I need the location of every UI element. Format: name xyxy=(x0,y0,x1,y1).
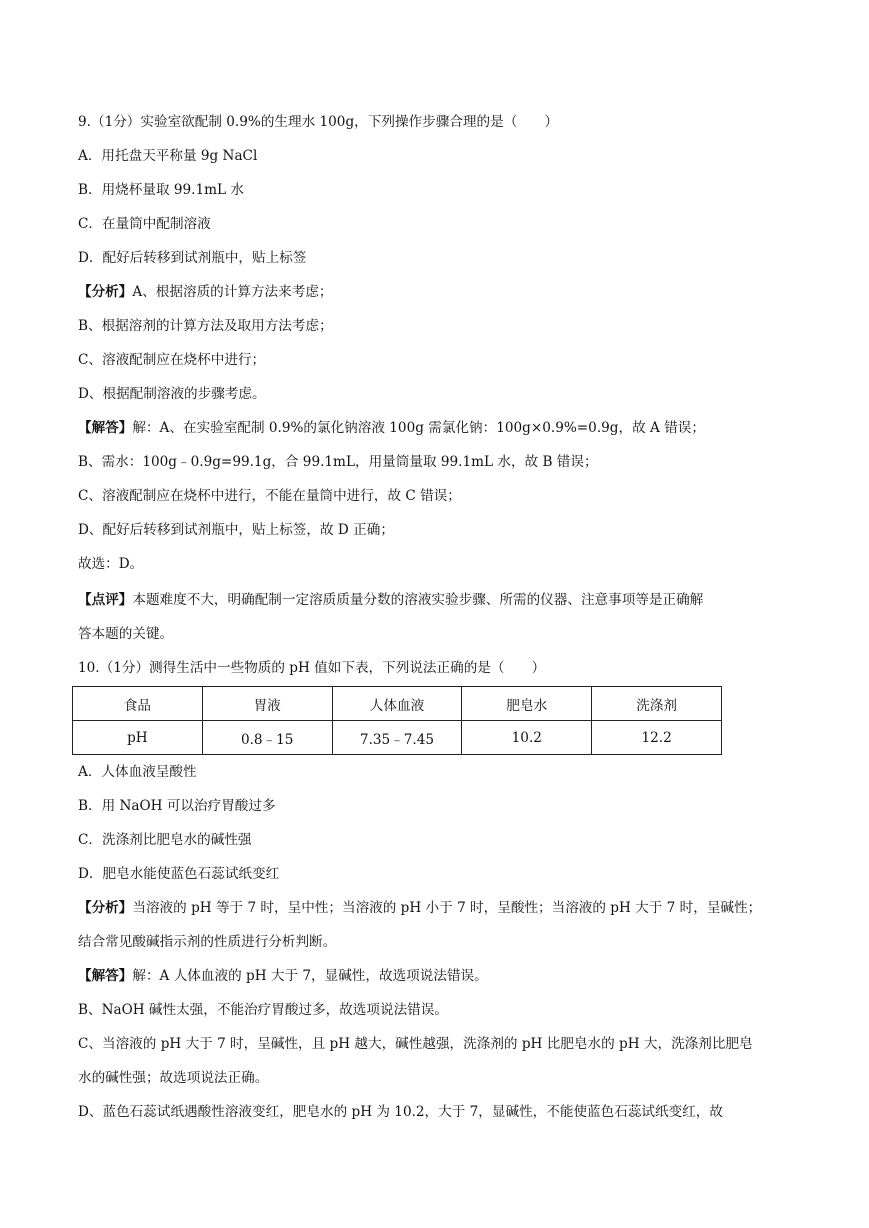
q9-answer-tag: 【解答】 xyxy=(78,420,133,436)
q9-stem: 9.（1分）实验室欲配制 0.9%的生理水 100g，下列操作步骤合理的是（ ） xyxy=(78,114,559,130)
q10-answer-line-1 xyxy=(78,966,799,986)
q9-analysis-text-1: A、根据溶质的计算方法来考虑； xyxy=(132,284,333,300)
q10-stem: 10.（1分）测得生活中一些物质的 pH 值如下表，下列说法正确的是（ ） xyxy=(78,660,546,676)
q10-analysis-line-1 xyxy=(78,898,799,918)
ph-table xyxy=(72,686,722,755)
q9-analysis-line-4: D、根据配制溶液的步骤考虑。 xyxy=(78,386,266,402)
ph-table-header-row xyxy=(73,687,722,721)
q10-option-a: A．人体血液呈酸性 xyxy=(78,764,197,780)
ph-table-header-cell: 洗涤剂 xyxy=(592,687,722,721)
q10-answer-line-5: D、蓝色石蕊试纸遇酸性溶液变红，肥皂水的 pH 为 10.2，大于 7，显碱性，不能使蓝色石蕊试纸变红，故 xyxy=(78,1104,723,1120)
q9-answer-text-1: 解：A、在实验室配制 0.9%的氯化钠溶液 100g 需氯化钠：100g×0.9%=0.9g，故 A 错误； xyxy=(132,420,705,436)
q9-option-c: C．在量筒中配制溶液 xyxy=(78,216,211,232)
ph-table-value-cell: 7.35﹣7.45 xyxy=(332,721,462,755)
q9-analysis-line-3: C、溶液配制应在烧杯中进行； xyxy=(78,352,266,368)
q10-analysis-tag: 【分析】 xyxy=(78,900,133,916)
q9-analysis-line-2: B、根据溶剂的计算方法及取用方法考虑； xyxy=(78,318,333,334)
q10-analysis-line-2: 结合常见酸碱指示剂的性质进行分析判断。 xyxy=(78,934,337,950)
ph-table-header-cell: 胃液 xyxy=(202,687,332,721)
q9-answer-line-4: D、配好后转移到试剂瓶中，贴上标签，故 D 正确； xyxy=(78,522,394,538)
q9-comment-line-2: 答本题的关键。 xyxy=(78,626,174,642)
q10-answer-line-3: C、当溶液的 pH 大于 7 时，呈碱性，且 pH 越大，碱性越强，洗涤剂的 pH 比肥皂水的 pH 大，洗涤剂比肥皂 xyxy=(78,1036,753,1052)
ph-table-value-cell: pH xyxy=(73,721,203,755)
q10-answer-text-1: 解：A 人体血液的 pH 大于 7，显碱性，故选项说法错误。 xyxy=(132,968,488,984)
q9-analysis-tag: 【分析】 xyxy=(78,284,133,300)
q10-answer-line-4: 水的碱性强；故选项说法正确。 xyxy=(78,1070,269,1086)
q9-answer-line-1 xyxy=(78,418,799,438)
ph-table-value-cell: 0.8﹣15 xyxy=(202,721,332,755)
ph-table-header-cell: 肥皂水 xyxy=(462,687,592,721)
q9-answer-line-5: 故选：D。 xyxy=(78,556,144,572)
q10-answer-tag: 【解答】 xyxy=(78,968,133,984)
q9-analysis-line-1 xyxy=(78,282,799,302)
q10-option-b: B．用 NaOH 可以治疗胃酸过多 xyxy=(78,798,276,814)
q10-analysis-text-1: 当溶液的 pH 等于 7 时，呈中性；当溶液的 pH 小于 7 时，呈酸性；当溶液的 pH 大于 7 时，呈碱性； xyxy=(132,900,762,916)
q10-answer-line-2: B、NaOH 碱性太强，不能治疗胃酸过多，故选项说法错误。 xyxy=(78,1002,448,1018)
q9-option-d: D．配好后转移到试剂瓶中，贴上标签 xyxy=(78,250,307,266)
q9-option-a: A．用托盘天平称量 9g NaCl xyxy=(78,148,258,164)
q9-option-b: B．用烧杯量取 99.1mL 水 xyxy=(78,182,244,198)
q9-answer-line-2: B、需水：100g﹣0.9g=99.1g，合 99.1mL，用量筒量取 99.1mL 水，故 B 错误； xyxy=(78,454,598,470)
q9-answer-line-3: C、溶液配制应在烧杯中进行，不能在量筒中进行，故 C 错误； xyxy=(78,488,461,504)
ph-table-header-cell: 人体血液 xyxy=(332,687,462,721)
ph-table-header-cell: 食品 xyxy=(73,687,203,721)
ph-table-value-row xyxy=(73,721,722,755)
q9-comment-line-1 xyxy=(78,590,799,610)
q9-comment-tag: 【点评】 xyxy=(78,592,133,608)
q10-option-d: D．肥皂水能使蓝色石蕊试纸变红 xyxy=(78,866,280,882)
ph-table-value-cell: 10.2 xyxy=(462,721,592,755)
ph-table-value-cell: 12.2 xyxy=(592,721,722,755)
q10-option-c: C．洗涤剂比肥皂水的碱性强 xyxy=(78,832,252,848)
q9-comment-text-1: 本题难度不大，明确配制一定溶质质量分数的溶液实验步骤、所需的仪器、注意事项等是正确解 xyxy=(132,592,704,608)
